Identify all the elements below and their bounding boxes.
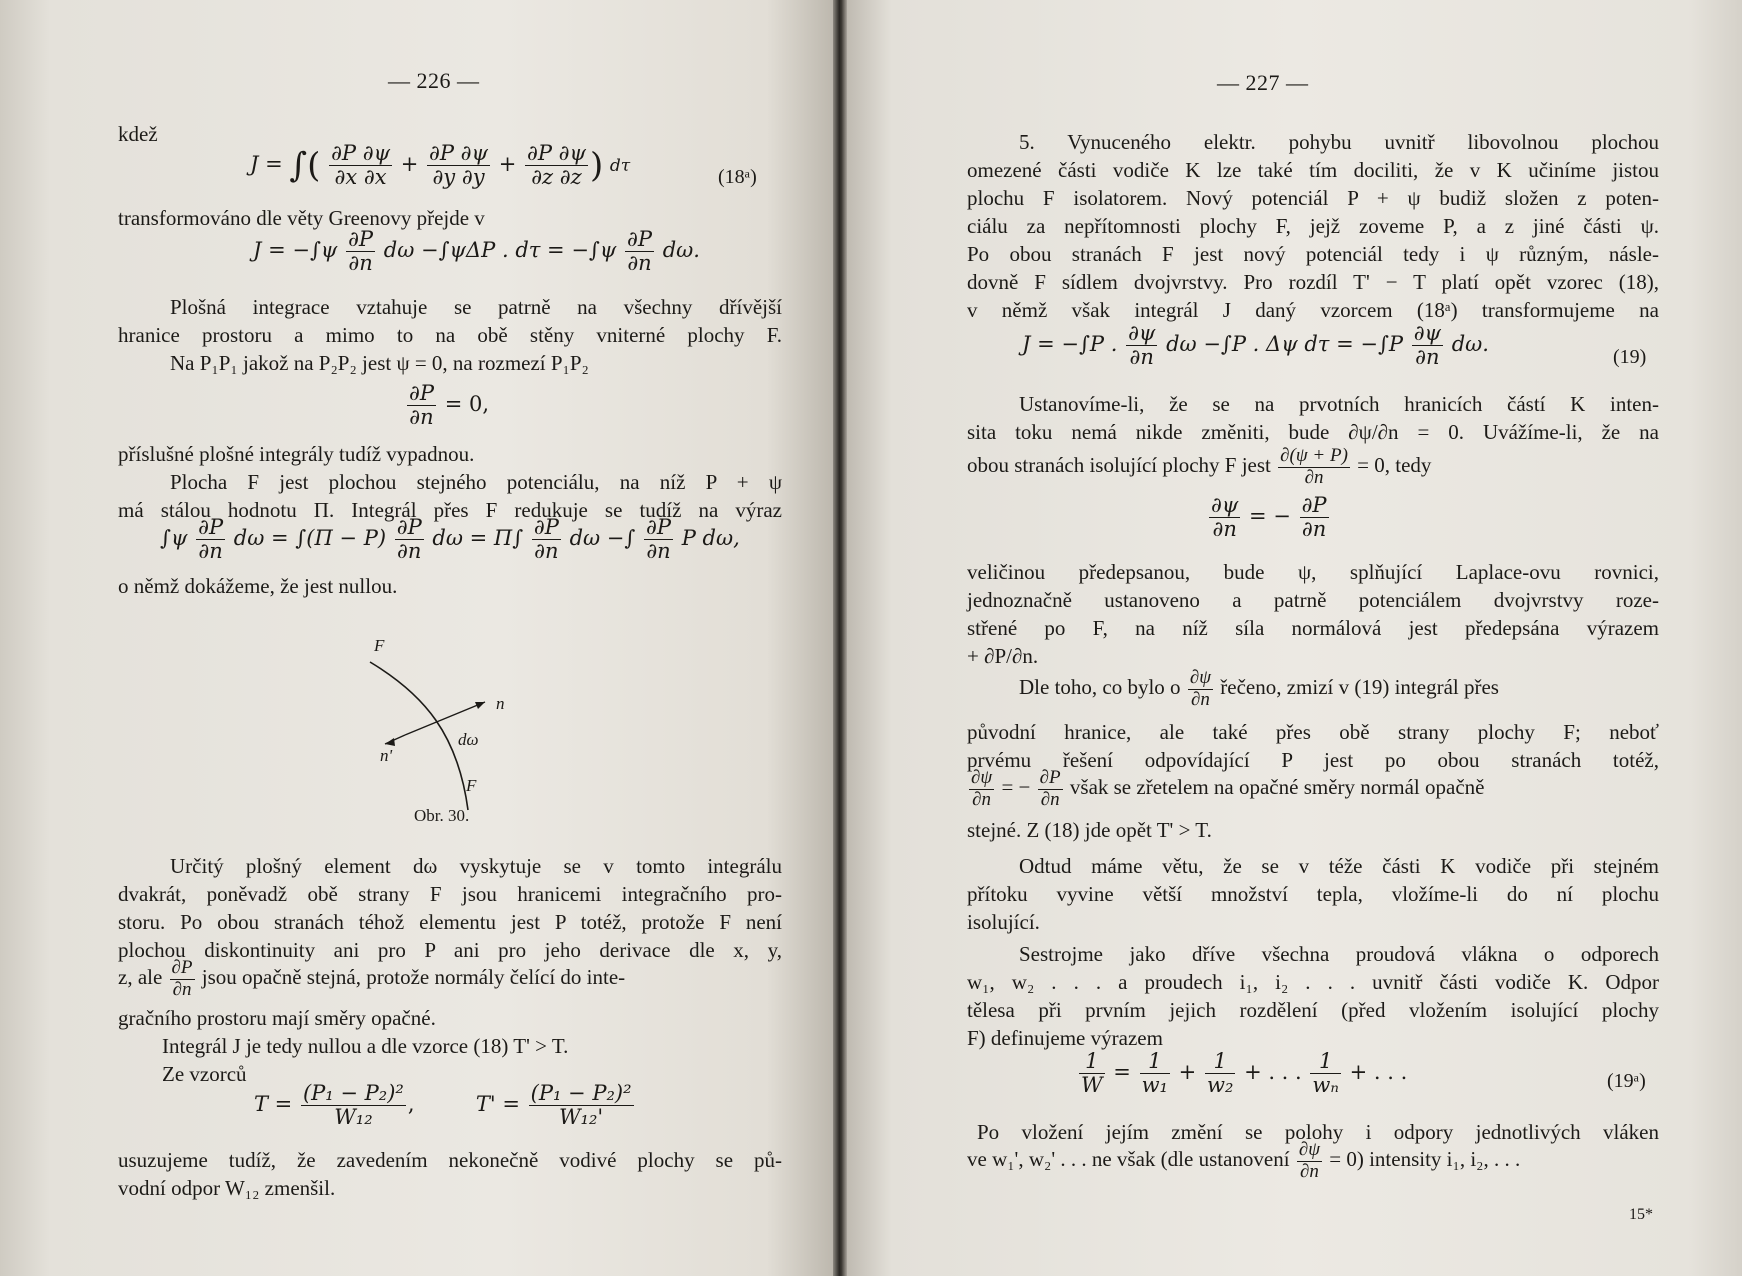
eq-tail: dτ xyxy=(609,156,631,177)
fraction xyxy=(1412,322,1443,369)
denominator: ∂n xyxy=(1040,788,1060,810)
eq-part: + . . . xyxy=(1349,1060,1408,1085)
equation-tag: (19ᵃ) xyxy=(1607,1070,1646,1092)
numerator: ∂P xyxy=(1039,767,1061,788)
text-line: tělesa při prvním jejich rozdělení (před vložením isolující plochy xyxy=(967,998,1659,1022)
text-line: Sestrojme jako dříve všechna proudová vlákna o odporech xyxy=(1019,942,1659,966)
eq-part: dω −∫ xyxy=(569,526,636,551)
numerator: (P₁ − P₂)² xyxy=(530,1081,632,1105)
text-line: + ∂P/∂n. xyxy=(967,644,1039,668)
numerator: 1 xyxy=(1140,1050,1170,1074)
fraction xyxy=(969,768,994,811)
text-line: prvému řešení odpovídající P jest po obou stranách totéž, xyxy=(967,748,1659,772)
numerator: ∂(ψ + P) xyxy=(1280,445,1348,466)
numerator: ∂P ∂ψ xyxy=(526,141,586,165)
text-part: obou stranách isolující plochy F jest xyxy=(967,453,1271,478)
figure-caption: Obr. 30. xyxy=(414,806,470,825)
denominator: ∂n xyxy=(409,405,434,430)
text-line xyxy=(967,446,1431,489)
denominator: ∂n xyxy=(1190,688,1210,710)
fraction xyxy=(1297,1140,1322,1183)
eq-part: = 0, xyxy=(444,392,489,417)
text-part: = 0, tedy xyxy=(1357,453,1432,478)
numerator: ∂ψ xyxy=(1211,493,1239,517)
fraction xyxy=(1278,446,1350,489)
text-line: Po obou stranách F jest nový potenciál tedy i ψ různým, násle- xyxy=(967,242,1659,266)
text-line: přítoku vyvine větší množství tepla, vložíme-li do ní plochu xyxy=(967,882,1659,906)
denominator: ∂z ∂z xyxy=(531,165,582,190)
fraction xyxy=(395,516,424,563)
equation-reduction xyxy=(160,516,740,563)
text-part: řečeno, zmizí v (19) integrál přes xyxy=(1220,675,1499,700)
text-line: plochu F isolatorem. Nový potenciál P + ψ budiž složen z poten- xyxy=(967,186,1659,210)
fraction xyxy=(532,516,561,563)
numerator: ∂P xyxy=(1301,493,1327,517)
page-number: — 227 — xyxy=(1217,70,1309,95)
eq-part: T' = xyxy=(475,1092,520,1117)
fraction xyxy=(1079,1050,1105,1097)
denominator: ∂n xyxy=(1129,345,1154,370)
denominator: ∂n xyxy=(397,539,422,564)
equation-19 xyxy=(1022,322,1489,369)
figure-label-n-prime: n' xyxy=(380,746,393,765)
text-line: má stálou hodnotu Π. Integrál přes F redukuje se tudíž na výraz xyxy=(118,498,782,522)
denominator: ∂n xyxy=(534,539,559,564)
numerator: ∂P xyxy=(348,227,374,251)
denominator: w₂ xyxy=(1206,1073,1234,1098)
figure-label-F-top: F xyxy=(374,636,385,655)
eq-part: P dω, xyxy=(681,526,740,551)
text-line: příslušné plošné integrály tudíž vypadnou. xyxy=(118,442,475,466)
fraction xyxy=(644,516,673,563)
figure-label-n: n xyxy=(496,694,505,713)
numerator: (P₁ − P₂)² xyxy=(302,1081,404,1105)
eq-part: dω = ∫(Π − P) xyxy=(233,526,387,551)
equation-tag: (19) xyxy=(1613,346,1647,368)
numerator: ∂P xyxy=(396,515,422,539)
eq-part: = − xyxy=(1249,504,1291,529)
fraction xyxy=(625,228,654,275)
equation-18a: J = ∫( $\frac{\partial P \partial\psi}{\partial x \partial x}$ + $\frac{\partial P \partial\psi}{\partial y \partial y}$ + $\frac{\partial P \partial\psi}{\partial z \partial z}$ ) dτ xyxy=(250,141,631,190)
denominator: ∂n xyxy=(646,539,671,564)
eq-part: dω −∫P . Δψ dτ = −∫P xyxy=(1166,332,1404,357)
denominator: ∂x ∂x xyxy=(334,165,387,190)
left-page xyxy=(0,0,833,1276)
numerator: ∂ψ xyxy=(1413,321,1442,345)
figure-30-diagram xyxy=(350,640,530,820)
text-part: jsou opačně stejná, protože normály čelící do inte- xyxy=(201,965,626,990)
text-line xyxy=(118,958,782,1001)
text-line: dovně F sídlem dvojvrstvy. Pro rozdíl T' − T platí opět vzorec (18), xyxy=(967,270,1659,294)
text-line: 5. Vynuceného elektr. pohybu uvnitř libovolnou plochou xyxy=(1019,130,1659,154)
fraction xyxy=(525,142,588,189)
denominator: W₁₂ xyxy=(334,1105,373,1130)
text-line: isolující. xyxy=(967,910,1040,934)
fraction xyxy=(407,382,436,429)
text-line: sita toku nemá nikde změniti, bude ∂ψ/∂n = 0. Uvážíme-li, že na xyxy=(967,420,1659,444)
fraction xyxy=(1126,322,1157,369)
denominator: w₁ xyxy=(1141,1073,1168,1098)
equation-19a xyxy=(1077,1050,1407,1097)
numerator: ∂P ∂ψ xyxy=(331,141,391,165)
fraction xyxy=(346,228,375,275)
right-page xyxy=(847,0,1742,1276)
numerator: ∂P ∂ψ xyxy=(429,141,489,165)
text-line: v němž však integrál J daný vzorcem (18ᵃ) transformujeme na xyxy=(967,298,1659,322)
eq-part: dω −∫ψΔP . dτ = −∫ψ xyxy=(383,238,617,263)
fraction xyxy=(427,142,490,189)
eq-lhs: J = xyxy=(250,152,283,177)
eq-part: dω. xyxy=(1451,332,1489,357)
fraction xyxy=(1188,668,1213,711)
text-line: plochou diskontinuity ani pro P ani pro jeho derivace dle x, y, xyxy=(118,938,782,962)
denominator: ∂n xyxy=(627,251,652,276)
eq-part: J = −∫ψ xyxy=(253,238,338,263)
text-part: Dle toho, co bylo o xyxy=(1019,675,1181,700)
eq-part: T = xyxy=(254,1092,293,1117)
text-line: gračního prostoru mají směry opačné. xyxy=(118,1006,436,1030)
text-line: střené po F, na níž síla normálová jest předepsána výrazem xyxy=(967,616,1659,640)
text-line: storu. Po obou stranách téhož elementu jest P totéž, protože F není xyxy=(118,910,782,934)
fraction xyxy=(1209,494,1240,541)
text-part: z, ale xyxy=(118,965,163,990)
text-line: Plošná integrace vztahuje se patrně na všechny dřívější xyxy=(170,295,782,319)
fraction xyxy=(529,1082,634,1129)
integral-sign: ∫ xyxy=(289,145,308,186)
page-number: — 226 — xyxy=(388,68,480,93)
denominator: ∂n xyxy=(1299,1160,1319,1182)
eq-part: J = −∫P . xyxy=(1022,332,1118,357)
text-line: F) definujeme výrazem xyxy=(967,1026,1163,1050)
denominator: ∂n xyxy=(1212,517,1237,542)
eq-part: , xyxy=(407,1092,415,1117)
eq-part: dω. xyxy=(662,238,700,263)
numerator: ∂ψ xyxy=(1128,321,1156,345)
text-line: Na P₁P₁ jakož na P₂P₂ jest ψ = 0, na rozmezí P₁P₂ xyxy=(170,351,589,375)
eq-part: + xyxy=(1178,1060,1197,1085)
text-part: však se zřetelem na opačné směry normál opačně xyxy=(1069,775,1485,800)
numerator: ∂P xyxy=(198,515,224,539)
eq-part: dω = Π∫ xyxy=(432,526,524,551)
numerator: ∂P xyxy=(409,381,434,405)
denominator: ∂n xyxy=(972,788,992,810)
fraction xyxy=(1300,494,1329,541)
numerator: 1 xyxy=(1205,1050,1235,1074)
text-line: dvakrát, poněvadž obě strany F jsou hranicemi integračního pro- xyxy=(118,882,782,906)
fraction xyxy=(301,1082,406,1129)
text-line: transformováno dle věty Greenovy přejde v xyxy=(118,206,485,230)
text-line: Po vložení jejím změní se polohy i odpory jednotlivých vláken xyxy=(977,1120,1659,1144)
eq-part: + . . . xyxy=(1244,1060,1302,1085)
equation-transformed xyxy=(253,228,700,275)
denominator: ∂n xyxy=(1415,345,1440,370)
text-part: ve w₁', w₂' . . . ne však (dle ustanovení xyxy=(967,1147,1290,1172)
text-part: = 0) intensity i₁, i₂, . . . xyxy=(1329,1147,1521,1172)
text-line xyxy=(967,768,1484,811)
denominator: ∂n xyxy=(1304,466,1324,488)
denominator: W xyxy=(1081,1073,1103,1098)
text-line xyxy=(1019,668,1499,711)
text-line: vodní odpor W₁₂ zmenšil. xyxy=(118,1176,336,1200)
text-line: ciálu za nepřítomnosti plochy F, jejž zoveme P, a z jiné části ψ. xyxy=(967,214,1659,238)
text-line: Odtud máme větu, že se v téže části K vodiče při stejném xyxy=(1019,854,1659,878)
equation-boundary xyxy=(405,382,489,429)
fraction xyxy=(1038,768,1063,811)
text-line: jednoznačně ustanoveno a patrně potenciálem dvojvrstvy roze- xyxy=(967,588,1659,612)
text-line: w₁, w₂ . . . a proudech i₁, i₂ . . . uvnitř části vodiče K. Odpor xyxy=(967,970,1659,994)
numerator: ∂ψ xyxy=(1189,667,1212,688)
text-line: o němž dokážeme, že jest nullou. xyxy=(118,574,398,598)
denominator: ∂y ∂y xyxy=(432,165,485,190)
text-line: veličinou předepsanou, bude ψ, splňující Laplace-ovu rovnici, xyxy=(967,560,1659,584)
fraction xyxy=(1140,1050,1170,1097)
fraction xyxy=(329,142,392,189)
fraction xyxy=(170,958,195,1001)
signature-mark: 15* xyxy=(1629,1206,1653,1223)
denominator: ∂n xyxy=(348,251,373,276)
denominator: wₙ xyxy=(1312,1073,1339,1098)
numerator: 1 xyxy=(1079,1050,1105,1074)
numerator: ∂P xyxy=(646,515,672,539)
text-line: Ze vzorců xyxy=(162,1062,247,1086)
numerator: ∂P xyxy=(627,227,653,251)
book-gutter xyxy=(833,0,847,1276)
numerator: ∂ψ xyxy=(971,767,993,788)
text-line: usuzujeme tudíž, že zavedením nekonečně vodivé plochy se pů- xyxy=(118,1148,782,1172)
denominator: ∂n xyxy=(1301,517,1327,542)
text-line: původní hranice, ale také přes obě strany plochy F; neboť xyxy=(967,720,1659,744)
equation-T xyxy=(254,1082,636,1129)
text-line: Určitý plošný element dω vyskytuje se v tomto integrálu xyxy=(170,854,782,878)
numerator: 1 xyxy=(1310,1050,1341,1074)
text-line: stejné. Z (18) jde opět T' > T. xyxy=(967,818,1212,842)
text-line: omezené části vodiče K lze také tím dociliti, že v K učiníme jistou xyxy=(967,158,1659,182)
text-line: hranice prostoru a mimo to na obě stěny vniterné plochy F. xyxy=(118,323,782,347)
denominator: W₁₂' xyxy=(558,1105,604,1130)
text-line: Ustanovíme-li, že se na prvotních hranicích částí K inten- xyxy=(1019,392,1659,416)
fraction xyxy=(1205,1050,1235,1097)
eq-part: = xyxy=(1113,1060,1131,1085)
figure-label-F-bottom: F xyxy=(466,776,477,795)
fraction xyxy=(196,516,225,563)
numerator: ∂P xyxy=(171,957,193,978)
numerator: ∂ψ xyxy=(1298,1139,1321,1160)
numerator: ∂P xyxy=(533,515,559,539)
text-line: Integrál J je tedy nullou a dle vzorce (18) T' > T. xyxy=(162,1034,569,1058)
text-line xyxy=(967,1140,1520,1183)
equation-tag: (18ᵃ) xyxy=(718,166,757,188)
text-line: kdež xyxy=(118,122,158,146)
text-line: Plocha F jest plochou stejného potenciálu, na níž P + ψ xyxy=(170,470,782,494)
denominator: ∂n xyxy=(172,978,192,1000)
eq-part: ∫ψ xyxy=(160,526,188,551)
figure-label-domega: dω xyxy=(458,730,479,749)
equation-normal-derivative xyxy=(1207,494,1331,541)
fraction xyxy=(1310,1050,1341,1097)
denominator: ∂n xyxy=(198,539,223,564)
text-part: = − xyxy=(1001,775,1031,800)
